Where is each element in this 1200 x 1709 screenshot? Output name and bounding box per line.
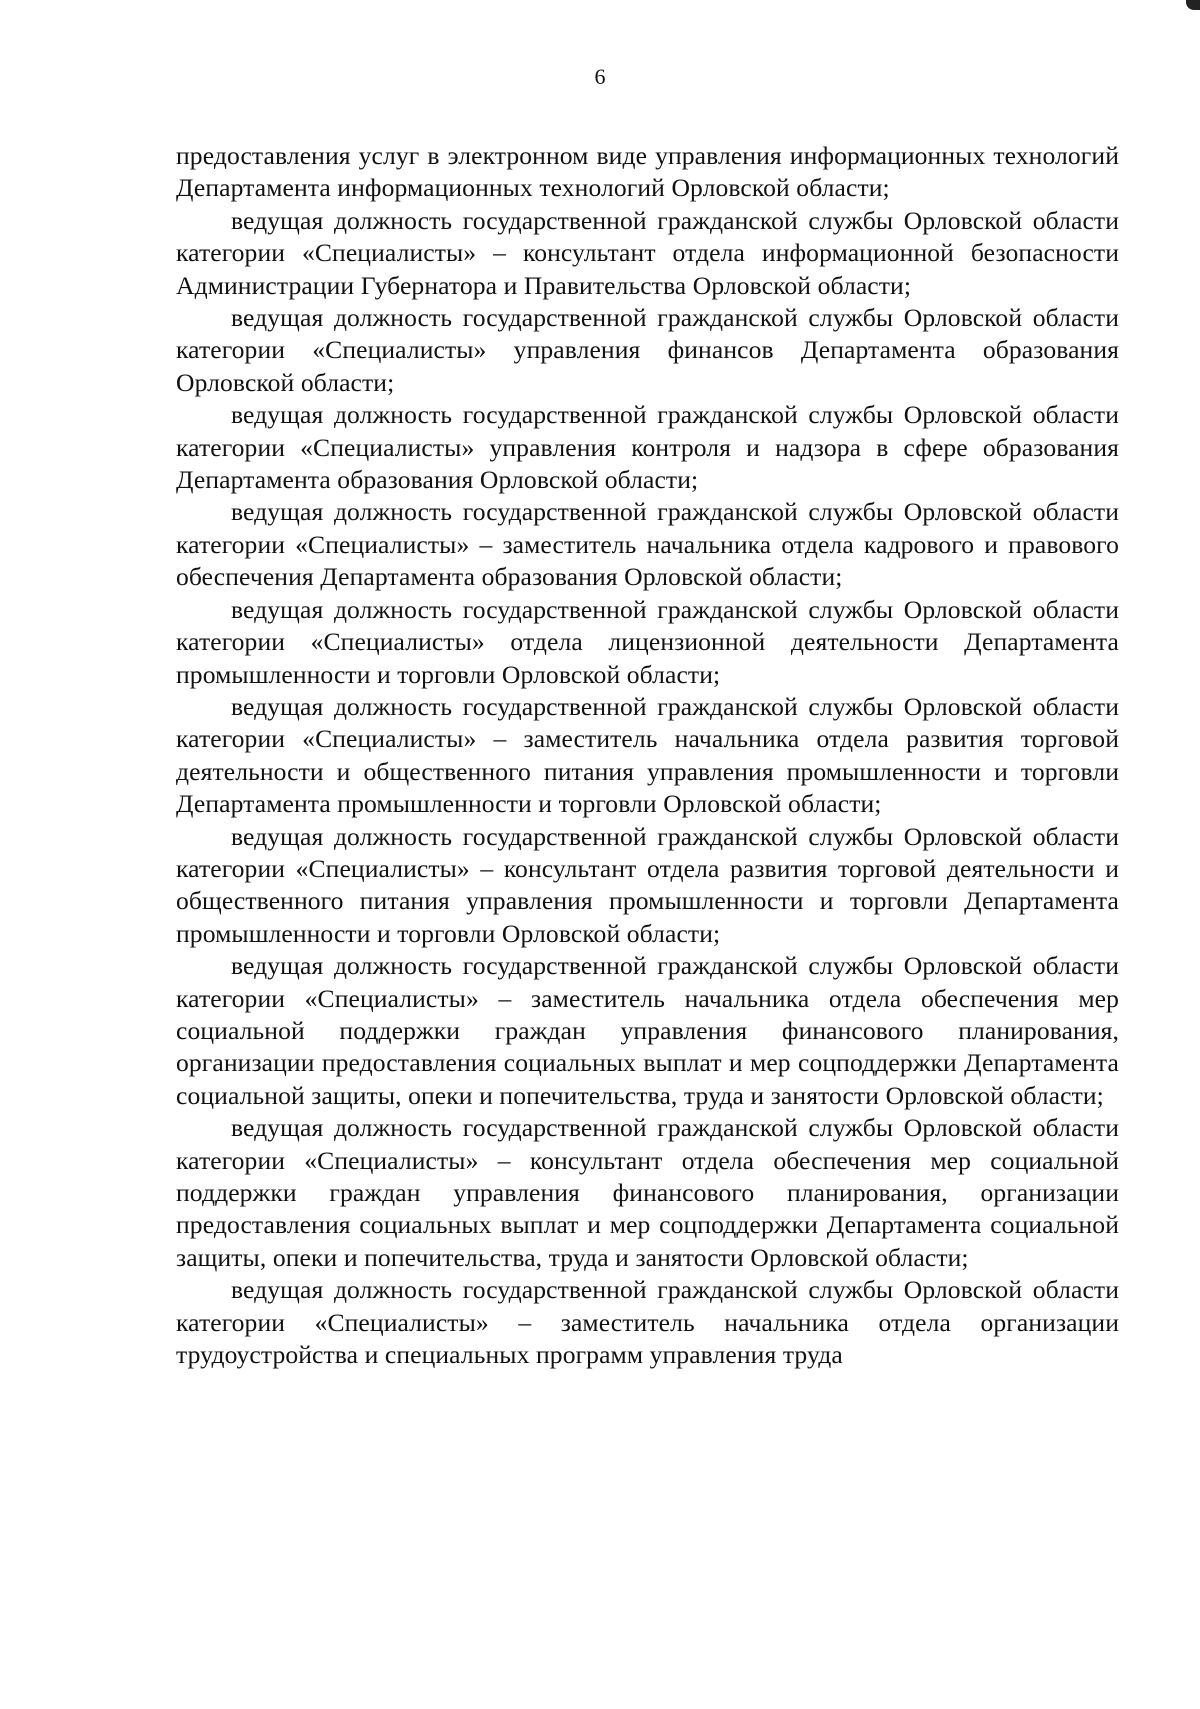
paragraph-position-trade-deputy: ведущая должность государственной гражданской службы Орловской области категории «Специалисты» – заместитель начальника отдела развития торговой деятельности и общественного питания управления промышленности и торговли Департамента промышленности и торговли Орловской области;	[176, 691, 1119, 819]
scan-corner-mark	[1186, 0, 1200, 10]
paragraph-position-social-deputy: ведущая должность государственной гражданской службы Орловской области категории «Специалисты» – заместитель начальника отдела обеспечения мер социальной поддержки граждан управления финансового планирования, организации предоставления социальных выплат и мер соцподдержки Департамента социальной защиты, опеки и попечительства, труда и занятости Орловской области;	[176, 951, 1119, 1110]
paragraph-position-employment-deputy: ведущая должность государственной гражданской службы Орловской области категории «Специалисты» – заместитель начальника отдела организации трудоустройства и специальных программ управления труда	[176, 1275, 1119, 1370]
page-number: 6	[594, 64, 606, 89]
document-body	[176, 140, 1119, 1371]
paragraph-position-education-hr-deputy: ведущая должность государственной гражданской службы Орловской области категории «Специалисты» – заместитель начальника отдела кадрового и правового обеспечения Департамента образования Орловской области;	[176, 497, 1119, 592]
paragraph-position-trade-consultant: ведущая должность государственной гражданской службы Орловской области категории «Специалисты» – консультант отдела развития торговой деятельности и общественного питания управления промышленности и торговли Департамента промышленности и торговли Орловской области;	[176, 821, 1119, 948]
paragraph-position-social-consultant: ведущая должность государственной гражданской службы Орловской области категории «Специалисты» – консультант отдела обеспечения мер социальной поддержки граждан управления финансового планирования, организации предоставления социальных выплат и мер соцподдержки Департамента социальной защиты, опеки и попечительства, труда и занятости Орловской области;	[176, 1113, 1119, 1272]
paragraph-position-licensing: ведущая должность государственной гражданской службы Орловской области категории «Специалисты» отдела лицензионной деятельности Департамента промышленности и торговли Орловской области;	[176, 594, 1119, 689]
paragraph-position-education-control: ведущая должность государственной гражданской службы Орловской области категории «Специалисты» управления контроля и надзора в сфере образования Департамента образования Орловской области;	[176, 400, 1119, 495]
paragraph-position-education-finance: ведущая должность государственной гражданской службы Орловской области категории «Специалисты» управления финансов Департамента образования Орловской области;	[176, 303, 1119, 397]
paragraph-position-it-security-consultant: ведущая должность государственной гражданской службы Орловской области категории «Специалисты» – консультант отдела информационной безопасности Администрации Губернатора и Правительства Орловской области;	[176, 205, 1119, 300]
paragraph-continued: предоставления услуг в электронном виде управления информационных технологий Департамента информационных технологий Орловской области;	[176, 141, 1119, 203]
